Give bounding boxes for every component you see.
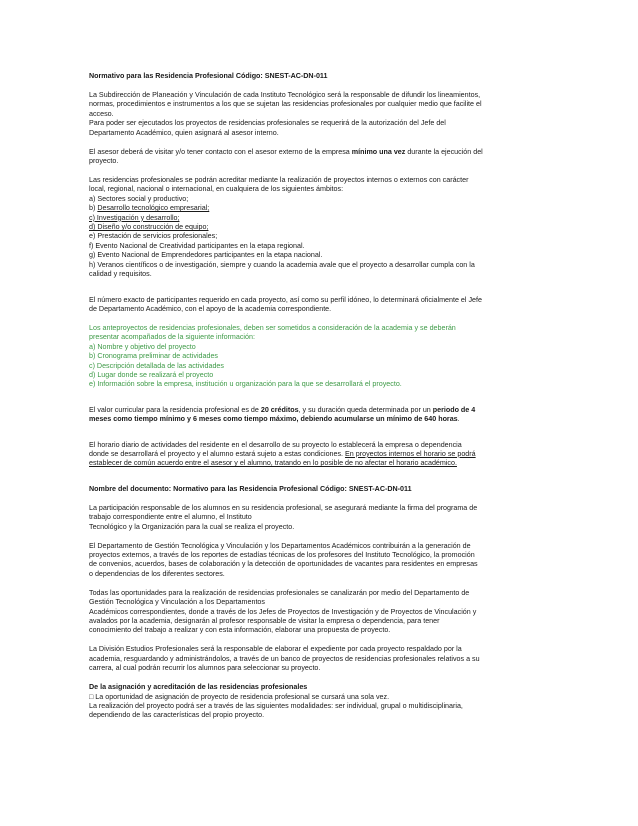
paragraph-asignacion (89, 693, 551, 721)
list-item: b) Cronograma preliminar de actividades (89, 352, 218, 361)
text-line: presentar acompañados de la siguiente información: (89, 333, 255, 342)
paragraph-division (89, 645, 551, 673)
text-line: conocimiento del trabajo a realizar y con esta información, elaborar una propuesta de proyecto. (89, 626, 391, 635)
underlined-text: Desarrollo tecnológico empresarial; (97, 204, 210, 213)
text-line: proyectos externos, a través de los reportes de estadías técnicas de los profesores del Instituto Tecnológico, la promoción (89, 551, 475, 559)
text-line (89, 406, 551, 415)
list-item: e) Información sobre la empresa, institución u organización para la que se desarrollará el proyecto. (89, 380, 402, 389)
text-line: o dependencias de los diferentes sectores. (89, 569, 225, 578)
checkbox-bullet-icon: □ (89, 692, 94, 701)
text-line: Todas las oportunidades para la realización de residencias profesionales se canalizarán por medio del Departamento de (89, 588, 470, 597)
document-title: Normativo para las Residencia Profesional Código: SNEST-AC-DN-011 (89, 72, 328, 80)
list-item: d) Diseño y/o construcción de equipo; (89, 223, 209, 232)
list-item: f) Evento Nacional de Creatividad participantes en la etapa regional. (89, 241, 305, 250)
text-line: acceso. (89, 109, 114, 118)
text-span: , y su duración queda determinada por un (298, 405, 433, 414)
text-line: Los anteproyectos de residencias profesionales, deben ser sometidos a consideración de la academia y se deberán (89, 323, 456, 332)
text-line (89, 693, 551, 702)
text-line: Gestión Tecnológica y Vinculación a los Departamentos (89, 598, 265, 607)
paragraph-diffusion (89, 91, 551, 138)
text-line: establecer de común acuerdo entre el asesor y el alumno, tratando en lo posible de no afectar el horario académico. (89, 459, 457, 468)
text-line: proyecto. (89, 157, 119, 166)
list-item: g) Evento Nacional de Emprendedores participantes en la etapa nacional. (89, 251, 323, 260)
paragraph-asesor (89, 148, 551, 167)
text-span: . (457, 415, 460, 424)
text-line (89, 148, 551, 157)
text-line: La Subdirección de Planeación y Vinculación de cada Instituto Tecnológico será la responsable de difundir los lineamientos, (89, 91, 481, 99)
text-line: local, regional, nacional o internacional, en cualquiera de los siguientes ámbitos: (89, 185, 344, 194)
list-item: e) Prestación de servicios profesionales; (89, 232, 218, 241)
paragraph-participacion (89, 504, 551, 532)
text-span: durante la ejecución del (405, 147, 483, 156)
section-heading: De la asignación y acreditación de las residencias profesionales (89, 683, 308, 692)
text-line: carrera, al cual podrán recurrir los alumnos para seleccionar su proyecto. (89, 664, 321, 673)
list-item: a) Nombre y objetivo del proyecto (89, 342, 196, 351)
emphasis-duration: meses como tiempo mínimo y 6 meses como tiempo máximo, debiendo acumularse un mínimo de 640 horas (89, 415, 458, 424)
text-span: El valor curricular para la residencia profesional es de (89, 405, 261, 414)
text-line: El Departamento de Gestión Tecnológica y Vinculación y los Departamentos Académicos contribuirán a la generación de (89, 541, 471, 550)
list-item: d) Lugar donde se realizará el proyecto (89, 370, 214, 379)
text-span: b) (89, 204, 98, 213)
text-line: Académicos correspondientes, donde a través de los Jefes de Proyectos de Investigación y de Proyectos de Vinculación y (89, 607, 477, 616)
text-line: La División Estudios Profesionales será la responsable de elaborar el expediente por cada proyecto respaldado por la (89, 645, 462, 654)
paragraph-oportunidades (89, 589, 551, 636)
document-subtitle: Nombre del documento: Normativo para las Residencia Profesional Código: SNEST-AC-DN-011 (89, 484, 412, 493)
paragraph-valor-curricular (89, 406, 551, 425)
list-item: c) Investigación y desarrollo; (89, 213, 180, 222)
text-line: Departamento Académico, quien asignará al asesor interno. (89, 128, 279, 137)
text-line: dependiendo de las características del propio proyecto. (89, 711, 265, 720)
text-line: Tecnológico y la Organización para la cual se realiza el proyecto. (89, 522, 295, 531)
text-line: El número exacto de participantes requerido en cada proyecto, así como su perfil idóneo, lo determinará oficialmente el Jefe (89, 295, 482, 304)
credits-value: 20 créditos (260, 405, 299, 414)
text-span: El asesor deberá de visitar y/o tener contacto con el asesor externo de la empresa (89, 147, 352, 156)
text-span: La oportunidad de asignación de proyecto de residencia profesional se cursará una sola vez. (93, 692, 390, 701)
list-item: c) Descripción detallada de las actividades (89, 361, 224, 370)
text-line: Para poder ser ejecutados los proyectos de residencias profesionales se requerirá de la autorización del Jefe del (89, 119, 446, 128)
paragraph-gestion (89, 542, 551, 580)
document-page (89, 72, 551, 721)
text-line: El horario diario de actividades del residente en el desarrollo de su proyecto lo establecerá la empresa o dependencia (89, 440, 462, 449)
text-line: La realización del proyecto podrá ser a través de las siguientes modalidades: ser individual, grupal o multidisciplinaria, (89, 702, 463, 711)
text-line: avalados por la academia, designarán al profesor responsable de visitar la empresa o dependencia, para tener (89, 617, 440, 626)
list-item (89, 204, 551, 213)
paragraph-horario (89, 441, 551, 469)
text-span: donde se desarrollará el proyecto y el alumno estará sujeto a estas condiciones. (89, 449, 346, 458)
text-line (89, 415, 551, 424)
text-line: academia, resguardando y administrándolos, a través de un banco de proyectos de residencias profesionales relativos a su (89, 654, 480, 663)
emphasis-min-once: mínimo una vez (351, 147, 406, 156)
paragraph-anteproyectos (89, 324, 551, 390)
text-line (89, 450, 551, 459)
paragraph-participantes (89, 296, 551, 315)
list-item: calidad y requisitos. (89, 270, 152, 279)
list-item: a) Sectores social y productivo; (89, 194, 189, 203)
text-line: normas, procedimientos e instrumentos a los que se sujetan las residencias profesionales por cualquier medio que facilite el (89, 100, 482, 109)
text-line: Las residencias profesionales se podrán acreditar mediante la realización de proyectos internos o externos con carácter (89, 176, 469, 185)
text-line: de convenios, acuerdos, bases de colaboración y la detección de oportunidades de vacantes para residentes en empresas (89, 560, 478, 569)
text-line: La participación responsable de los alumnos en su residencia profesional, se asegurará mediante la firma del programa de (89, 503, 478, 512)
paragraph-ambitos (89, 176, 551, 279)
emphasis-period: periodo de 4 (432, 405, 476, 414)
text-line: trabajo correspondiente entre el alumno, el Instituto (89, 513, 252, 522)
underlined-text: En proyectos internos el horario se podrá (345, 449, 476, 458)
list-item: h) Veranos científicos o de investigación, siempre y cuando la academia avale que el proyecto a desarrollar cumpla con la (89, 260, 475, 269)
text-line: de Departamento Académico, con el apoyo de la academia correspondiente. (89, 304, 332, 313)
